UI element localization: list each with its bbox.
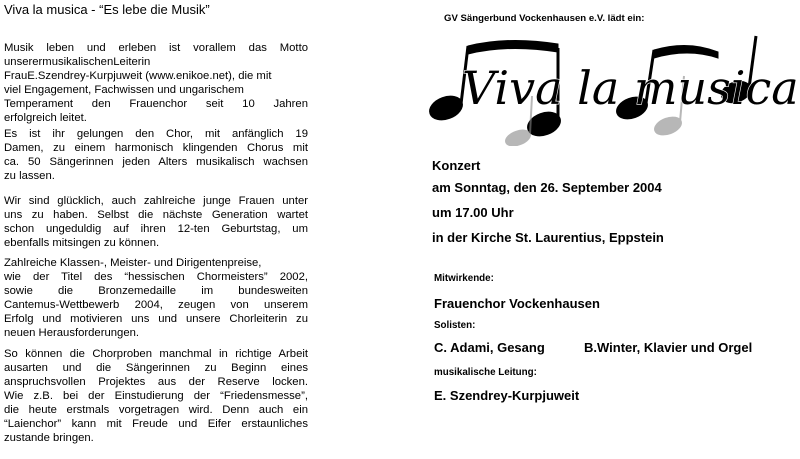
article-line: viel Engagement, Fachwissen und ungarischem: [4, 84, 244, 96]
article-line: zustande bringen.: [4, 432, 94, 444]
viva-la-musica-logo: [418, 26, 800, 146]
article-line: unserermusikalischenLeiterin: [4, 56, 151, 68]
article-line: die heute erstmals vorgetragen wird. Denn auch ein: [4, 404, 308, 416]
article-line: Musik leben und erleben ist vorallem das Motto: [4, 42, 308, 54]
article-line: zu lassen.: [4, 170, 55, 182]
article-line: ca. 50 Sängerinnen jeden Alters musikalisch wachsen: [4, 156, 308, 168]
article-line: “Laienchor” kann mit Freude und Eifer erstaunliches: [4, 418, 308, 430]
article-line: sowie die Bronzemedaille im bundesweiten: [4, 285, 308, 297]
soloist-winter: B.Winter, Klavier und Orgel: [584, 340, 753, 355]
article-line: So können die Chorproben manchmal in richtige Arbeit: [4, 348, 308, 360]
concert-date: am Sonntag, den 26. September 2004: [432, 180, 662, 195]
article-line: Damen, zu einem harmonisch klingenden Chorus mit: [4, 142, 308, 154]
article-line: Temperament den Frauenchor seit 10 Jahren: [4, 98, 308, 110]
article-line: ausarten und die Sängerinnen zu Beginn eines: [4, 362, 308, 374]
concert-time: um 17.00 Uhr: [432, 205, 514, 220]
article-line: uns zu haben. Selbst die nächste Generation wartet: [4, 209, 308, 221]
article-line: wie der Titel des “hessischen Chormeisters” 2002,: [4, 271, 308, 283]
article-line: Zahlreiche Klassen-, Meister- und Dirigentenpreise,: [4, 257, 262, 269]
article-line: Wie z.B. bei der Einstudierung der “Friedensmesse”,: [4, 390, 308, 402]
article-line: neuen Herausforderungen.: [4, 327, 140, 339]
soloists-label: Solisten:: [434, 320, 476, 331]
article-line: schon ungeduldig auf ihren 12-ten Geburtstag, um: [4, 223, 308, 235]
article-line: ebenfalls mitsingen zu können.: [4, 237, 160, 249]
participants-label: Mitwirkende:: [434, 273, 494, 284]
concert-venue: in der Kirche St. Laurentius, Eppstein: [432, 230, 664, 245]
concert-label: Konzert: [432, 158, 481, 173]
article-title: Viva la musica - “Es lebe die Musik”: [4, 2, 210, 17]
logo-text: Viva la musica: [462, 61, 799, 115]
article-line: anspruchsvollen Projektes aus der Reserve locken.: [4, 376, 308, 388]
direction-label: musikalische Leitung:: [434, 367, 537, 378]
director-name: E. Szendrey-Kurpjuweit: [434, 388, 580, 403]
article-line: Cantemus-Wettbewerb 2004, zeugen von unserem: [4, 299, 308, 311]
article-line: FrauE.Szendrey-Kurpjuweit (www.enikoe.net), die mit: [4, 70, 272, 82]
article-line: Wir sind glücklich, auch zahlreiche junge Frauen unter: [4, 195, 308, 207]
soloist-adami: C. Adami, Gesang: [434, 340, 545, 355]
invitation-header: GV Sängerbund Vockenhausen e.V. lädt ein:: [444, 13, 645, 24]
article-line: Erfolg und motivieren uns und unsere Chorleiterin zu: [4, 313, 308, 325]
invitation-column: [418, 0, 800, 459]
article-line: Es ist ihr gelungen den Chor, mit anfänglich 19: [4, 128, 308, 140]
choir-name: Frauenchor Vockenhausen: [434, 296, 600, 311]
article-line: erfolgreich leitet.: [4, 112, 87, 124]
